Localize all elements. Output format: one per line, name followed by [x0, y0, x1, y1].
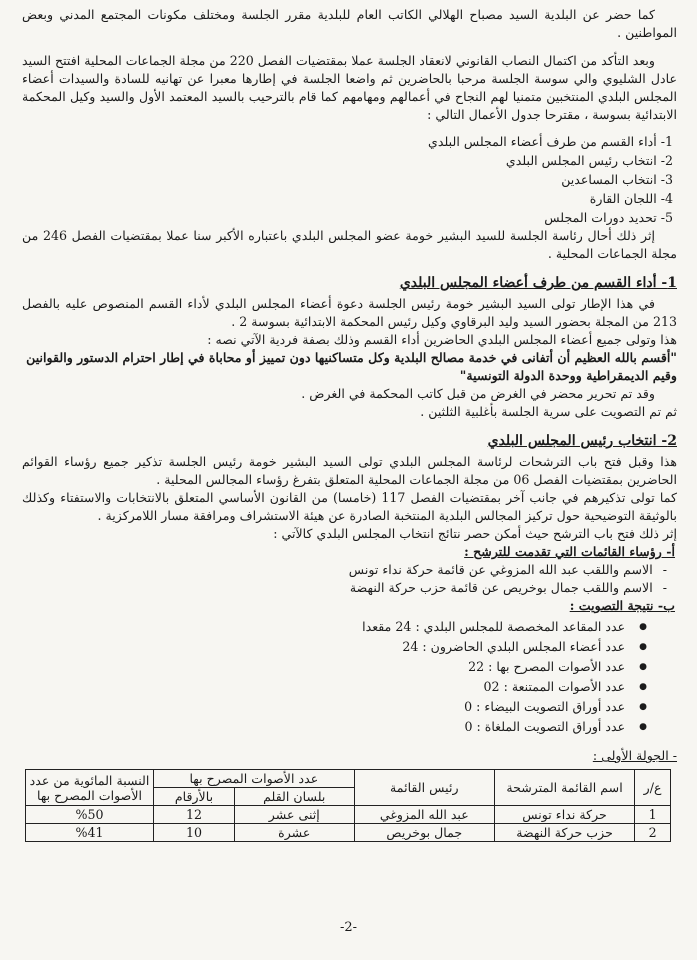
vote-result-item: ● عدد أوراق التصويت الملغاة : 0 — [22, 717, 647, 737]
legal-reminder-paragraph: كما تولى تذكيرهم في جانب آخر بمقتضيات الفصل 117 (خامسا) من القانون الأساسي المتعلق بالانتخابات والاستفتاء وكذلك بالوثيقة التوضيحية حول تركيز المجالس البلدية المنتخبة الصادرة عن هيئة الاستشراف ومرافقة مسار اللامركزية . — [22, 490, 677, 523]
col-header-declared-votes: عدد الأصوات المصرح بها — [154, 770, 355, 788]
attendance-paragraph: كما حضر عن البلدية السيد مصباح الهلالي الكاتب العام للبلدية مقرر الجلسة ومختلف مكونات المجتمع المدني وبعض المواطنين . — [22, 7, 677, 40]
agenda-item: 1- أداء القسم من طرف أعضاء المجلس البلدي — [428, 134, 673, 149]
table-row — [26, 806, 671, 824]
page-number: -2- — [339, 920, 358, 935]
cell-percentage: %50 — [26, 806, 154, 824]
vote-result-item: ● عدد أعضاء المجلس البلدي الحاضرون : 24 — [22, 637, 647, 657]
col-header-list-name: اسم القائمة المترشحة — [494, 770, 634, 806]
vote-result-item: ● عدد المقاعد المخصصة للمجلس البلدي : 24 مقعدا — [22, 617, 647, 637]
vote-result-item: ● عدد الأصوات الممتنعة : 02 — [22, 677, 647, 697]
cell-list-head: عبد الله المزوغي — [354, 806, 494, 824]
cell-list-name: حركة نداء تونس — [494, 806, 634, 824]
col-header-list-head: رئيس القائمة — [354, 770, 494, 806]
cell-votes-digits: 12 — [154, 806, 235, 824]
opening-paragraph: وبعد التأكد من اكتمال النصاب القانوني لانعقاد الجلسة عملا بمقتضيات الفصل 220 من مجلة الجماعات المحلية افتتح السيد عادل الشليوي والي سوسة الجلسة مرحبا بالحاضرين ثم واضعا الجلسة في إطارها معبرا عن تهانيه للسادة والسيدات أعضاء المجلس البلدي المنتخبين متمنيا لهم النجاح في أعمالهم ومهامهم كما قام بالترحيب بالسيد المعتمد الأول والسيد وكيل المحكمة الابتدائية بسوسة ، مقترحا جدول الأعمال التالي : — [22, 53, 677, 122]
section-2-heading: 2- انتخاب رئيس المجلس البلدي — [487, 433, 677, 449]
col-header-number: ع/ر — [635, 770, 671, 806]
cell-votes-words: عشرة — [234, 824, 354, 842]
candidate-item: - الاسم واللقب جمال بوخريص عن قائمة حزب حركة النهضة — [22, 579, 667, 597]
cell-votes-digits: 10 — [154, 824, 235, 842]
secrecy-vote-paragraph: ثم تم التصويت على سرية الجلسة بأغلبية الثلثين . — [420, 404, 677, 419]
agenda-item: 4- اللجان القارة — [589, 191, 673, 206]
candidates-subheading: أ- رؤساء القائمات التي تقدمت للترشح : — [464, 544, 675, 559]
cell-votes-words: إثنى عشر — [234, 806, 354, 824]
results-table — [25, 769, 671, 842]
cell-number: 2 — [635, 824, 671, 842]
section-1-heading: 1- أداء القسم من طرف أعضاء المجلس البلدي — [399, 275, 677, 291]
candidates-list — [22, 561, 677, 597]
vote-result-item: ● عدد الأصوات المصرح بها : 22 — [22, 657, 647, 677]
oath-lead-paragraph: هذا وتولى جميع أعضاء المجلس البلدي الحاضرين أداء القسم وذلك بصفة فردية الآتي نصه : — [207, 332, 677, 347]
cell-percentage: %41 — [26, 824, 154, 842]
cell-number: 1 — [635, 806, 671, 824]
agenda-list — [22, 132, 677, 227]
record-paragraph: وقد تم تحرير محضر في الغرض من قبل كاتب المحكمة في الغرض . — [301, 386, 655, 401]
cell-list-head: جمال بوخريص — [354, 824, 494, 842]
first-round-label: - الجولة الأولى : — [592, 748, 677, 763]
vote-result-subheading: ب- نتيجة التصويت : — [569, 598, 675, 613]
agenda-item: 2- انتخاب رئيس المجلس البلدي — [505, 153, 673, 168]
candidate-item: - الاسم واللقب عبد الله المزوغي عن قائمة حركة نداء تونس — [22, 561, 667, 579]
cell-list-name: حزب حركة النهضة — [494, 824, 634, 842]
oath-intro-paragraph: في هذا الإطار تولى السيد البشير خومة رئيس الجلسة دعوة أعضاء المجلس البلدي لأداء القسم المنصوص عليه بالفصل 213 من المجلة بحضور السيد وليد البرقاوي وكيل رئيس المحكمة الابتدائية بسوسة 2 . — [22, 296, 677, 329]
presidency-handover-paragraph: إثر ذلك أحال رئاسة الجلسة للسيد البشير خومة عضو المجلس البلدي باعتباره الأكبر سنا عملا بمقتضيات الفصل 246 من مجلة الجماعات المحلية . — [22, 228, 677, 261]
vote-results-list — [22, 617, 677, 737]
col-header-in-words: بلسان القلم — [234, 788, 354, 806]
oath-text: "أقسم بالله العظيم أن أتفانى في خدمة مصالح البلدية وكل متساكنيها دون تمييز أو محاباة في إطار احترام الدستور والقوانين وقيم الديمقراطية ووحدة الدولة التونسية" — [26, 350, 677, 383]
vote-result-item: ● عدد أوراق التصويت البيضاء : 0 — [22, 697, 647, 717]
table-row — [26, 824, 671, 842]
reminder-paragraph: هذا وقبل فتح باب الترشحات لرئاسة المجلس البلدي تولى السيد البشير خومة رئيس الجلسة تذكير جميع رؤساء القوائم الحاضرين بمقتضيات الفصل 06 من مجلة الجماعات المحلية المتعلق بتفرغ رؤساء المجالس المحلية . — [22, 454, 677, 487]
col-header-in-digits: بالأرقام — [154, 788, 235, 806]
agenda-item: 5- تحديد دورات المجلس — [544, 210, 673, 225]
col-header-percentage: النسبة المائوية من عدد الأصوات المصرح بها — [26, 770, 154, 806]
agenda-item: 3- انتخاب المساعدين — [561, 172, 673, 187]
candidacy-paragraph: إثر ذلك فتح باب الترشح حيث أمكن حصر نتائج انتخاب المجلس البلدي كالآتي : — [273, 526, 677, 541]
